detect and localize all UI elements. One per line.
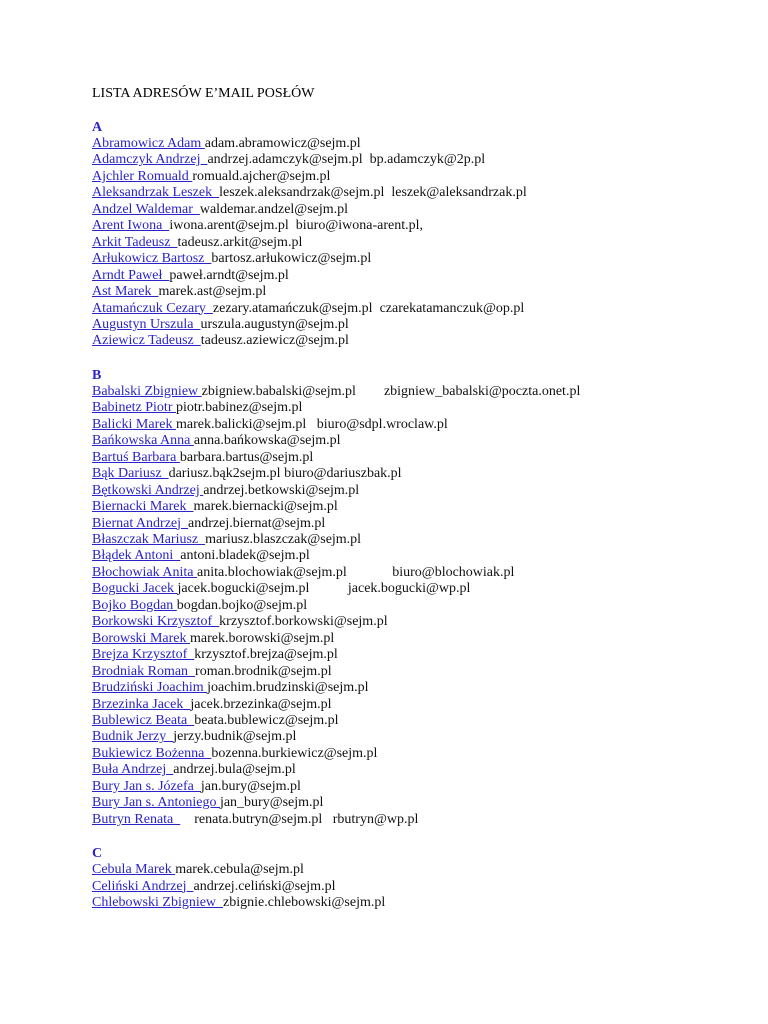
email-addresses: jacek.brzezinka@sejm.pl: [190, 696, 332, 712]
list-item: [92, 136, 752, 152]
list-item: [92, 548, 752, 564]
list-item: [92, 862, 752, 878]
email-addresses: joachim.brudzinski@sejm.pl: [207, 680, 369, 696]
list-item: [92, 185, 752, 201]
entry-list: [92, 136, 752, 350]
email-addresses: roman.brodnik@sejm.pl: [195, 663, 332, 679]
email-addresses: andrzej.celiński@sejm.pl: [193, 878, 336, 894]
mp-name-link[interactable]: Ajchler Romuald: [92, 168, 193, 184]
section-letter: B: [92, 367, 102, 383]
section-c: [92, 846, 752, 911]
mp-name-link[interactable]: Budnik Jerzy: [92, 729, 174, 745]
list-item: [92, 317, 752, 333]
email-addresses: mariusz.blaszczak@sejm.pl: [205, 531, 362, 547]
email-addresses: marek.balicki@sejm.pl biuro@sdpl.wroclaw.pl: [175, 416, 448, 432]
email-addresses: piotr.babinez@sejm.pl: [176, 400, 303, 416]
email-addresses: andrzej.betkowski@sejm.pl: [203, 482, 360, 498]
mp-name-link[interactable]: Babinetz Piotr: [92, 400, 176, 416]
list-item: [92, 333, 752, 349]
mp-name-link[interactable]: Arndt Paweł: [92, 267, 170, 283]
list-item: [92, 417, 752, 433]
list-item: [92, 762, 752, 778]
email-addresses: jan_bury@sejm.pl: [219, 795, 324, 811]
mp-name-link[interactable]: Celiński Andrzej: [92, 878, 194, 894]
list-item: [92, 565, 752, 581]
email-addresses: jerzy.budnik@sejm.pl: [173, 729, 297, 745]
mp-name-link[interactable]: Borkowski Krzysztof: [92, 614, 220, 630]
mp-name-link[interactable]: Brejza Krzysztof: [92, 647, 195, 663]
mp-name-link[interactable]: Arłukowicz Bartosz: [92, 251, 212, 267]
mp-name-link[interactable]: Biernacki Marek: [92, 499, 194, 515]
mp-name-link[interactable]: Bukiewicz Bożenna: [92, 745, 212, 761]
list-item: [92, 895, 752, 911]
mp-name-link[interactable]: Bury Jan s. Antoniego: [92, 795, 220, 811]
mp-name-link[interactable]: Bętkowski Andrzej: [92, 482, 204, 498]
email-addresses: zezary.atamańczuk@sejm.pl czarekatamanczuk@op.pl: [212, 300, 525, 316]
list-item: [92, 746, 752, 762]
email-addresses: jacek.bogucki@sejm.pl jacek.bogucki@wp.pl: [177, 581, 471, 597]
list-item: [92, 532, 752, 548]
mp-name-link[interactable]: Adamczyk Andrzej: [92, 152, 208, 168]
mp-name-link[interactable]: Butryn Renata: [92, 811, 181, 827]
list-item: [92, 729, 752, 745]
mp-name-link[interactable]: Chlebowski Zbigniew: [92, 895, 224, 911]
list-item: [92, 664, 752, 680]
list-item: [92, 251, 752, 267]
email-addresses: jan.bury@sejm.pl: [200, 778, 301, 794]
mp-name-link[interactable]: Abramowicz Adam: [92, 136, 205, 151]
document-title: LISTA ADRESÓW E’MAIL POSŁÓW: [92, 86, 315, 101]
list-item: [92, 499, 752, 515]
email-addresses: bartosz.arłukowicz@sejm.pl: [211, 251, 372, 267]
mp-name-link[interactable]: Cebula Marek: [92, 862, 176, 878]
entry-list: [92, 862, 752, 911]
list-item: [92, 400, 752, 416]
section-a: [92, 120, 752, 350]
mp-name-link[interactable]: Ast Marek: [92, 284, 159, 300]
list-item: [92, 879, 752, 895]
section-letter: A: [92, 120, 103, 135]
mp-name-link[interactable]: Bogucki Jacek: [92, 581, 178, 597]
list-item: [92, 812, 752, 828]
list-item: [92, 631, 752, 647]
list-item: [92, 581, 752, 597]
mp-name-link[interactable]: Brudziński Joachim: [92, 680, 208, 696]
document-page: [92, 86, 752, 911]
email-addresses: adam.abramowicz@sejm.pl: [204, 136, 361, 151]
list-item: [92, 779, 752, 795]
list-item: [92, 680, 752, 696]
email-addresses: marek.biernacki@sejm.pl: [193, 499, 338, 515]
mp-name-link[interactable]: Błądek Antoni: [92, 548, 181, 564]
section-letter: C: [92, 846, 103, 862]
list-item: [92, 152, 752, 168]
email-addresses: barbara.bartus@sejm.pl: [179, 449, 314, 465]
email-addresses: antoni.bladek@sejm.pl: [180, 548, 310, 564]
mp-name-link[interactable]: Bublewicz Beata: [92, 712, 195, 728]
mp-name-link[interactable]: Brzezinka Jacek: [92, 696, 191, 712]
mp-name-link[interactable]: Błaszczak Mariusz: [92, 531, 206, 547]
list-item: [92, 795, 752, 811]
email-addresses: paweł.arndt@sejm.pl: [169, 267, 289, 283]
email-addresses: marek.borowski@sejm.pl: [190, 630, 335, 646]
mp-name-link[interactable]: Biernat Andrzej: [92, 515, 189, 531]
list-item: [92, 466, 752, 482]
email-addresses: beata.bublewicz@sejm.pl: [194, 712, 339, 728]
mp-name-link[interactable]: Augustyn Urszula: [92, 316, 201, 332]
mp-name-link[interactable]: Balicki Marek: [92, 416, 176, 432]
mp-name-link[interactable]: Bartuś Barbara: [92, 449, 180, 465]
email-addresses: romuald.ajcher@sejm.pl: [192, 168, 331, 184]
email-addresses: renata.butryn@sejm.pl rbutryn@wp.pl: [180, 811, 419, 827]
email-addresses: andrzej.bula@sejm.pl: [173, 762, 296, 778]
section-b: [92, 368, 752, 828]
mp-name-link[interactable]: Bury Jan s. Józefa: [92, 778, 201, 794]
mp-name-link[interactable]: Borowski Marek: [92, 630, 190, 646]
list-item: [92, 301, 752, 317]
email-addresses: tadeusz.arkit@sejm.pl: [177, 234, 303, 250]
email-addresses: andrzej.adamczyk@sejm.pl bp.adamczyk@2p.pl: [207, 152, 486, 168]
email-addresses: anita.blochowiak@sejm.pl biuro@blochowiak.pl: [197, 564, 515, 580]
mp-name-link[interactable]: Aleksandrzak Leszek: [92, 185, 220, 201]
email-addresses: andrzej.biernat@sejm.pl: [188, 515, 326, 531]
mp-name-link[interactable]: Bojko Bogdan: [92, 597, 177, 613]
list-item: [92, 218, 752, 234]
email-addresses: waldemar.andzel@sejm.pl: [199, 201, 349, 217]
email-addresses: zbigniew.babalski@sejm.pl zbigniew_babalski@poczta.onet.pl: [201, 383, 581, 399]
list-item: [92, 450, 752, 466]
email-addresses: anna.bańkowska@sejm.pl: [193, 433, 341, 449]
mp-name-link[interactable]: Aziewicz Tadeusz: [92, 333, 201, 349]
list-item: [92, 647, 752, 663]
list-item: [92, 516, 752, 532]
email-addresses: marek.ast@sejm.pl: [158, 284, 267, 300]
email-addresses: bogdan.bojko@sejm.pl: [176, 597, 308, 613]
mp-name-link[interactable]: Brodniak Roman: [92, 663, 196, 679]
email-addresses: dariusz.bąk2sejm.pl biuro@dariuszbak.pl: [168, 466, 402, 482]
mp-name-link[interactable]: Arent Iwona: [92, 218, 170, 234]
mp-name-link[interactable]: Andzel Waldemar: [92, 201, 200, 217]
entry-list: [92, 384, 752, 828]
list-item: [92, 169, 752, 185]
email-addresses: zbignie.chlebowski@sejm.pl: [223, 895, 386, 911]
list-item: [92, 483, 752, 499]
list-item: [92, 713, 752, 729]
email-addresses: marek.cebula@sejm.pl: [175, 862, 304, 878]
list-item: [92, 697, 752, 713]
mp-name-link[interactable]: Bąk Dariusz: [92, 466, 169, 482]
list-item: [92, 598, 752, 614]
list-item: [92, 202, 752, 218]
list-item: [92, 384, 752, 400]
email-addresses: leszek.aleksandrzak@sejm.pl leszek@aleksandrzak.pl: [219, 185, 527, 201]
mp-name-link[interactable]: Buła Andrzej: [92, 762, 174, 778]
list-item: [92, 268, 752, 284]
list-item: [92, 433, 752, 449]
mp-name-link[interactable]: Atamańczuk Cezary: [92, 300, 213, 316]
email-addresses: iwona.arent@sejm.pl biuro@iwona-arent.pl,: [169, 218, 423, 234]
list-item: [92, 284, 752, 300]
mp-name-link[interactable]: Bańkowska Anna: [92, 433, 194, 449]
list-item: [92, 235, 752, 251]
mp-name-link[interactable]: Arkit Tadeusz: [92, 234, 178, 250]
email-addresses: bozenna.burkiewicz@sejm.pl: [211, 745, 378, 761]
email-addresses: tadeusz.aziewicz@sejm.pl: [200, 333, 349, 349]
email-addresses: urszula.augustyn@sejm.pl: [200, 316, 349, 332]
email-addresses: krzysztof.brejza@sejm.pl: [194, 647, 338, 663]
email-addresses: krzysztof.borkowski@sejm.pl: [219, 614, 388, 630]
list-item: [92, 614, 752, 630]
mp-name-link[interactable]: Błochowiak Anita: [92, 564, 197, 580]
mp-name-link[interactable]: Babalski Zbigniew: [92, 383, 202, 399]
